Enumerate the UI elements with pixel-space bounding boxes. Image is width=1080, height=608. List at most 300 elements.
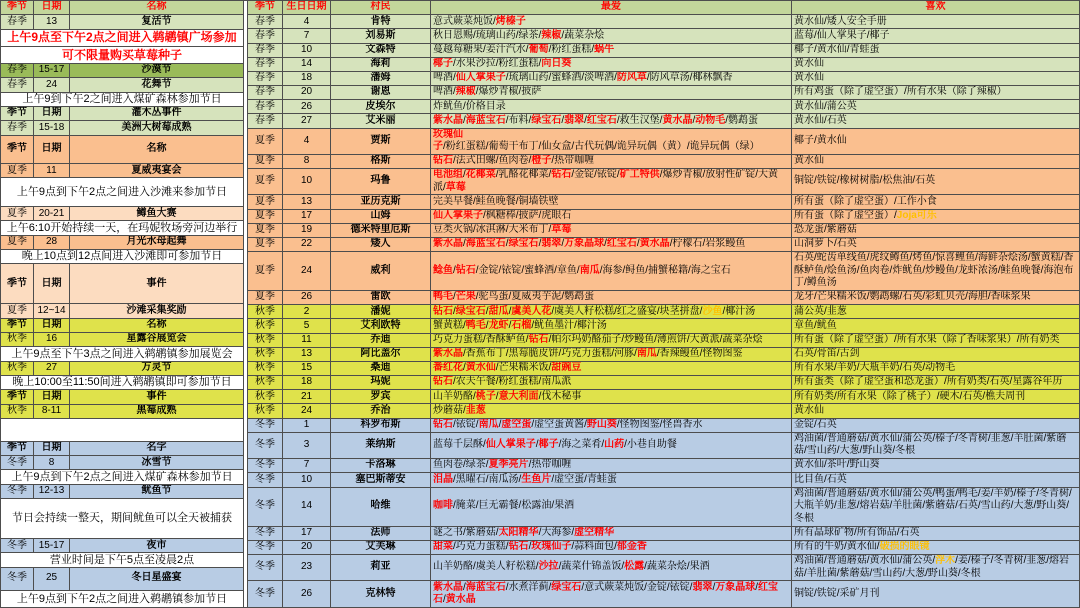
gift-item-text: / [604, 238, 607, 250]
gift-item-text: 钻石 [433, 155, 453, 167]
villager-birthday-cell: 26 [283, 581, 331, 608]
villager-birthday-cell: 10 [283, 169, 331, 195]
gift-item-text: 南瓜 [636, 348, 657, 360]
gift-item-text: /驼鸟蛋/夏威夷芋泥/鹦鹉蛋 [475, 291, 595, 303]
villager-likes-cell [792, 209, 1080, 223]
gift-item-text: 所有鸡蛋（除了虚空蛋）/所有水果（除了辣椒） [794, 86, 1007, 98]
festival-name-cell: 夏威夷宴会 [70, 164, 244, 178]
festival-row [1, 539, 244, 553]
gift-item-text: / [712, 581, 716, 593]
villager-header-cell-name: 村民 [331, 1, 431, 15]
gift-item-text: 黄水仙 [794, 404, 824, 416]
gift-item-text: 比目鱼/石英 [794, 473, 847, 485]
festival-header-row [1, 441, 244, 455]
festival-note-cell: 晚上10点到12点间进入沙滩即可参加节日 [1, 250, 244, 264]
villager-header-row [248, 1, 1080, 15]
gift-item-text: /柠檬石/岩浆鳗鱼 [669, 238, 746, 250]
festival-row [1, 15, 244, 29]
festival-row [1, 63, 244, 77]
gift-item-text: /大海参/ [538, 526, 575, 538]
gift-item-text: / [498, 418, 502, 430]
villager-likes-cell [792, 237, 1080, 251]
villager-row [248, 86, 1080, 100]
gift-item-text: 谜之书/紫蘑菇/ [433, 526, 499, 538]
festival-name-cell: 冬日星盛宴 [70, 567, 244, 590]
villager-row [248, 114, 1080, 128]
villager-birthday-cell: 10 [283, 473, 331, 487]
gift-item-text: / [535, 439, 539, 451]
villager-loves-cell [431, 333, 792, 347]
gift-item-text: 甜瓜 [488, 305, 509, 317]
villager-birthday-cell: 19 [283, 223, 331, 237]
villager-birthday-cell: 13 [283, 195, 331, 209]
festival-season-cell: 季节 [1, 318, 34, 332]
gift-item-text: / [453, 264, 456, 276]
villager-row [248, 487, 1080, 526]
gift-item-text: /救生汉堡/ [616, 114, 663, 126]
festival-row [1, 207, 244, 221]
gift-item-text: /农夫午餐/粉红蛋糕/南瓜派 [453, 376, 572, 388]
gift-item-text: 紫水晶 [433, 114, 463, 126]
gift-item-text: / [528, 541, 532, 552]
gift-item-text: /蔬菜杂烩 [561, 29, 605, 41]
villager-likes-cell [792, 223, 1080, 237]
gift-item-text: 仙人掌果子 [455, 72, 506, 84]
gift-item-text: /爆炒青椒/放射性矿锭/大黄派/ [433, 169, 779, 193]
villager-birthday-cell: 17 [283, 526, 331, 540]
festival-row [1, 304, 244, 318]
villager-name-cell: 桑迪 [331, 361, 431, 375]
gift-item-text: 玫瑰仙子 [433, 128, 463, 153]
gift-item-text: 所有的牛奶/黄水仙/ [794, 541, 880, 552]
villager-header-cell-likes: 喜欢 [792, 1, 1080, 15]
festival-name-cell: 沙漠节 [70, 63, 244, 77]
villager-row [248, 554, 1080, 580]
festival-note-cell: 节日会持续一整天，期间鱿鱼可以全天被捕获 [1, 499, 244, 539]
gift-item-text: 鸡油菌/普通蘑菇/黄水仙/蒲公英/榛子/冬青树/韭葱/羊肚菌/紫蘑菇/雪山药/大葱/野山葵/冬根 [794, 432, 1067, 457]
gift-item-text: 黄水晶 [639, 238, 670, 250]
villager-season-cell: 冬季 [248, 526, 283, 540]
villager-birthday-cell: 17 [283, 209, 331, 223]
festival-row [1, 361, 244, 375]
gift-item-text: 烤榛子 [495, 15, 526, 27]
gift-item-text: /巧克力蛋糕/ [453, 541, 509, 552]
gift-item-text: 仙人掌果子 [485, 439, 536, 451]
villager-birthday-cell: 18 [283, 71, 331, 85]
gift-item-text: 红宝石 [433, 581, 779, 606]
gift-item-text: /爆炒青椒/披萨 [475, 86, 542, 98]
festival-date-cell: 28 [34, 235, 70, 249]
gift-item-text: 甜菜 [433, 541, 453, 552]
villager-name-cell: 贾斯 [331, 128, 431, 154]
gift-item-text: 钻石 [528, 333, 549, 345]
festival-row [1, 484, 244, 498]
gift-item-text: 破损的眼镜 [879, 541, 930, 552]
gift-item-text: 龙牙/芒果糯米饭/鹦鹉螺/石英/彩虹贝壳/海胆/香味浆果 [794, 291, 1031, 303]
gift-item-text: 所有蛋类（除了虚空蛋和恐龙蛋）/所有奶类/石英/星露谷年历 [794, 376, 1063, 388]
villager-birthday-cell: 4 [283, 128, 331, 154]
villager-birthday-cell: 27 [283, 114, 331, 128]
gift-item-text: 炒蘑菇/ [433, 404, 466, 416]
festival-name-cell: 冰雪节 [70, 456, 244, 470]
villager-likes-cell [792, 195, 1080, 209]
gift-item-text: 黄水仙/矮人安全手册 [794, 15, 887, 27]
gift-item-text: 桃子 [475, 390, 496, 402]
festival-row [1, 121, 244, 135]
gift-item-text: Joja可乐 [896, 209, 937, 221]
villager-season-cell: 冬季 [248, 554, 283, 580]
gift-item-text: 完美早餐/鲑鱼晚餐/铜墙铁壁 [433, 195, 559, 207]
villager-header-cell-bday: 生日日期 [283, 1, 331, 15]
gift-item-text: 石英/骨笛/古剑 [794, 348, 860, 360]
festival-note-cell: 营业时间是下午5点至凌晨2点 [1, 553, 244, 567]
gift-item-text: 蔓越莓糖果/姜汁汽水/ [433, 43, 529, 55]
villager-birthday-cell: 10 [283, 43, 331, 57]
gift-item-text: 黄水仙/蒲公英 [794, 100, 857, 112]
villager-name-cell: 潘妮 [331, 305, 431, 319]
villager-likes-cell [792, 305, 1080, 319]
gift-item-text: 意大利面 [498, 390, 539, 402]
villager-likes-cell [792, 526, 1080, 540]
festival-date-cell: 20-21 [34, 207, 70, 221]
villager-loves-cell [431, 390, 792, 404]
villager-likes-cell [792, 554, 1080, 580]
festival-season-cell: 冬季 [1, 567, 34, 590]
villager-season-cell: 夏季 [248, 291, 283, 305]
villager-row [248, 404, 1080, 418]
villager-birthday-cell: 18 [283, 376, 331, 390]
gift-item-text: /鱿鱼墨汁/椰汁汤 [531, 319, 607, 331]
villager-loves-cell [431, 305, 792, 319]
villager-name-cell: 艾米丽 [331, 114, 431, 128]
festival-name-cell: 事件 [70, 264, 244, 304]
gift-item-text: / [508, 319, 512, 331]
villager-row [248, 195, 1080, 209]
festival-date-cell: 日期 [34, 441, 70, 455]
gift-item-text: /鹦鹉蛋 [725, 114, 759, 126]
gift-item-text: /金锭/铱锭/ [571, 169, 620, 181]
gift-item-text: 甜豌豆 [551, 362, 582, 374]
gift-item-text: 黄水仙 [794, 58, 824, 70]
gift-item-text: / [463, 581, 466, 593]
gift-item-text: / [508, 305, 512, 317]
villager-loves-cell [431, 57, 792, 71]
gift-item-text: /铱锭/ [453, 418, 479, 430]
villager-likes-cell [792, 540, 1080, 554]
gift-item-text: 所有奶类/所有水果（除了桃子）/硬木/石英/樵夫周刊 [794, 390, 1026, 402]
villager-row [248, 305, 1080, 319]
festival-name-cell: 黑莓成熟 [70, 404, 244, 418]
festival-note-cell: 上午9到下午2之间进入煤矿森林参加节日 [1, 92, 244, 106]
gift-item-text: 沙鱼 [702, 305, 723, 317]
villager-row [248, 71, 1080, 85]
gift-item-text: 巧克力蛋糕/香酥鲈鱼/ [433, 333, 529, 345]
villager-season-cell: 冬季 [248, 473, 283, 487]
gift-item-text: 钻石 [433, 305, 453, 317]
festival-season-cell: 季节 [1, 1, 34, 15]
villager-likes-cell [792, 15, 1080, 29]
festival-note-row [1, 221, 244, 235]
villager-season-cell: 夏季 [248, 128, 283, 154]
festival-note-row [1, 178, 244, 207]
gift-item-text: 红宝石 [586, 114, 617, 126]
gift-item-text: /姜/榛子/冬青树/韭葱/熔岩菇/羊肚菌/紫蘑菇/雪山药/大葱/野山葵/冬根 [794, 555, 1070, 579]
villager-loves-cell [431, 128, 792, 154]
villager-likes-cell [792, 169, 1080, 195]
villager-row [248, 347, 1080, 361]
villager-row [248, 473, 1080, 487]
gift-item-text: 郁金香 [616, 541, 647, 552]
gift-item-text: 矿工特供 [619, 169, 660, 181]
gift-item-text: 仙人掌果子 [433, 209, 483, 221]
festival-name-cell: 星露谷展览会 [70, 333, 244, 347]
villager-name-cell: 哈维 [331, 487, 431, 526]
festival-season-cell: 秋季 [1, 361, 34, 375]
gift-item-text: /海参/鲟鱼/捕蟹秘籍/海之宝石 [599, 264, 731, 276]
gift-item-text: 防风草 [616, 72, 647, 84]
festival-date-cell: 日期 [34, 135, 70, 164]
gift-item-text: 海蓝宝石 [465, 581, 506, 593]
villager-row [248, 128, 1080, 154]
villager-row [248, 29, 1080, 43]
festival-note-cell: 上午6:10开始持续一天，在玛妮牧场旁河边举行 [1, 221, 244, 235]
villager-season-cell: 夏季 [248, 154, 283, 168]
gift-item-text: /布料/ [505, 114, 532, 126]
festival-date-cell: 25 [34, 567, 70, 590]
gift-item-text: /蒜料面包/ [571, 541, 617, 552]
villager-likes-cell [792, 361, 1080, 375]
gift-item-text: 蒲公英/韭葱 [794, 305, 847, 317]
gift-item-text: 山药 [604, 439, 625, 451]
gift-item-text: / [453, 291, 456, 303]
gift-item-text: / [755, 581, 759, 593]
villager-likes-cell [792, 71, 1080, 85]
villager-birthday-cell: 3 [283, 432, 331, 458]
festival-header-row [1, 106, 244, 120]
gift-item-text: 南瓜 [579, 264, 600, 276]
festival-note-cell: 上午9点到下午2点之间进入鹈鹕镇参加节日 [1, 590, 244, 607]
villager-loves-cell [431, 554, 792, 580]
gift-item-text: / [692, 114, 696, 126]
empty-row [1, 418, 244, 441]
villager-season-cell: 秋季 [248, 333, 283, 347]
villager-likes-cell [792, 581, 1080, 608]
villager-birthday-cell: 20 [283, 540, 331, 554]
villager-season-cell: 秋季 [248, 305, 283, 319]
villager-row [248, 15, 1080, 29]
villager-name-cell: 文森特 [331, 43, 431, 57]
gift-item-text: 石榴 [511, 319, 532, 331]
gift-item-text: /热带咖喱 [551, 155, 595, 167]
villager-likes-cell [792, 404, 1080, 418]
gift-item-text: 钻石 [433, 376, 453, 388]
gift-item-text: /琉璃山药/蜜蜂酒/淡啤酒/ [505, 72, 617, 84]
gift-item-text: 山洞萝卜/石英 [794, 238, 857, 250]
villager-season-cell: 春季 [248, 43, 283, 57]
festival-table [0, 0, 244, 608]
villager-birthday-cell: 2 [283, 305, 331, 319]
festival-note-cell: 上午9点到下午2点之间进入煤矿森林参加节日 [1, 470, 244, 484]
gift-item-text: 紫水晶 [433, 348, 463, 360]
festival-note-row [1, 347, 244, 361]
villager-birthday-cell: 20 [283, 86, 331, 100]
gift-item-text: 松露 [624, 561, 645, 573]
festival-name-cell: 美洲大树莓成熟 [70, 121, 244, 135]
gift-item-text: / [485, 305, 489, 317]
villager-row [248, 209, 1080, 223]
gift-item-text: 绿宝石 [551, 581, 582, 593]
gift-item-text: 葡萄 [528, 43, 549, 55]
villager-loves-cell [431, 195, 792, 209]
villager-loves-cell [431, 347, 792, 361]
villager-name-cell: 玛妮 [331, 376, 431, 390]
villager-row [248, 581, 1080, 608]
festival-note-row [1, 250, 244, 264]
gift-item-text: / [463, 169, 466, 181]
festival-season-cell: 季节 [1, 106, 34, 120]
gift-item-text: 钻石 [433, 418, 453, 430]
gift-item-text: 啤酒/ [433, 86, 456, 98]
gift-item-text: 太阳精华 [498, 526, 539, 538]
villager-likes-cell [792, 319, 1080, 333]
gift-item-text: / [538, 238, 542, 250]
villager-birthday-cell: 7 [283, 459, 331, 473]
gift-item-text: /粉红蛋糕/葡萄干布丁/仙女盒/古代玩偶/诡异玩偶（黄）/诡异玩偶（绿） [443, 141, 760, 153]
festival-date-cell: 12-13 [34, 484, 70, 498]
festival-date-cell: 15-17 [34, 63, 70, 77]
gift-item-text: /芒果糯米饭/ [495, 362, 552, 374]
gift-item-text: 秋日恩赐/琉璃山药/绿茶/ [433, 29, 542, 41]
villager-season-cell: 秋季 [248, 404, 283, 418]
festival-season-cell: 春季 [1, 78, 34, 92]
villager-row [248, 43, 1080, 57]
villager-likes-cell [792, 459, 1080, 473]
gift-item-text: 椰子/黄水仙/青蛙蛋 [794, 43, 880, 55]
gift-item-text: 海蓝宝石 [465, 114, 506, 126]
gift-item-text: /虞美人籽松糕/红之盛宴/块茎拼盘/ [551, 305, 703, 317]
festival-note-cell: 上午9点到下午2点之间进入沙滩来参加节日 [1, 178, 244, 207]
villager-name-cell: 亚历克斯 [331, 195, 431, 209]
gift-item-text: 万象晶球 [564, 238, 605, 250]
villager-season-cell: 春季 [248, 15, 283, 29]
villager-row [248, 237, 1080, 251]
villager-name-cell: 刘易斯 [331, 29, 431, 43]
gift-item-text: 蜗牛 [594, 43, 615, 55]
gift-item-text: 所有水果/羊奶/大瓶羊奶/石英/动物毛 [794, 362, 956, 374]
gift-item-text: 生鱼片 [521, 473, 552, 485]
festival-season-cell: 季节 [1, 441, 34, 455]
gift-item-text: 浮木 [935, 555, 956, 567]
villager-loves-cell [431, 29, 792, 43]
festival-header-row [1, 1, 244, 15]
villager-birthday-cell: 24 [283, 252, 331, 291]
villager-likes-cell [792, 43, 1080, 57]
gift-item-text: 蓝莓千层酥/ [433, 439, 486, 451]
festival-note-cell: 上午9点至下午3点之间进入鹈鹕镇参加展览会 [1, 347, 244, 361]
gift-item-text: 钻石 [455, 264, 476, 276]
festival-date-cell: 24 [34, 78, 70, 92]
villager-loves-cell [431, 361, 792, 375]
villager-birthday-cell: 26 [283, 291, 331, 305]
gift-item-text: 万象晶球 [715, 581, 756, 593]
gift-item-text: /乳酪花椰菜/ [495, 169, 552, 181]
villager-row [248, 319, 1080, 333]
villager-row [248, 526, 1080, 540]
festival-season-cell: 冬季 [1, 484, 34, 498]
gift-item-text: 草莓 [445, 181, 466, 193]
villager-birthday-cell: 4 [283, 15, 331, 29]
villager-likes-cell [792, 57, 1080, 71]
villager-name-cell: 莉亚 [331, 554, 431, 580]
villager-row [248, 154, 1080, 168]
gift-item-text: 南瓜 [478, 418, 499, 430]
festival-season-cell: 春季 [1, 121, 34, 135]
villager-row [248, 459, 1080, 473]
festival-note-row [1, 499, 244, 539]
festival-date-cell: 12~14 [34, 304, 70, 318]
villager-loves-cell [431, 86, 792, 100]
villager-loves-cell [431, 291, 792, 305]
gift-item-text: 番红花 [433, 362, 463, 374]
festival-season-cell: 夏季 [1, 304, 34, 318]
villager-name-cell: 格斯 [331, 154, 431, 168]
villager-header-cell-loves: 最爱 [431, 1, 792, 15]
festival-name-cell: 名称 [70, 318, 244, 332]
gift-item-text: / [453, 305, 456, 317]
villager-likes-cell [792, 418, 1080, 432]
gift-item-text: /防风草汤/椰林飘香 [646, 72, 733, 84]
gift-item-text: 紫水晶 [433, 238, 463, 250]
gift-item-text: /小巷自助餐 [624, 439, 677, 451]
gift-item-text: 夏季亮片 [488, 459, 529, 471]
villager-name-cell: 乔迪 [331, 333, 431, 347]
gift-item-text: 花椰菜 [465, 169, 496, 181]
gift-item-text: 咖啡 [433, 500, 453, 512]
villager-loves-cell [431, 237, 792, 251]
villager-name-cell: 谢恩 [331, 86, 431, 100]
festival-season-cell: 冬季 [1, 456, 34, 470]
villager-birthday-cell: 23 [283, 554, 331, 580]
villager-birthday-cell: 14 [283, 57, 331, 71]
villager-loves-cell [431, 459, 792, 473]
gift-item-text: 翡翠 [564, 114, 585, 126]
villager-birthday-cell: 15 [283, 361, 331, 375]
villager-name-cell: 阿比盖尔 [331, 347, 431, 361]
festival-date-cell: 日期 [34, 390, 70, 404]
festival-name-cell: 万灵节 [70, 361, 244, 375]
gift-item-text: /椰汁汤 [722, 305, 756, 317]
villager-season-cell: 夏季 [248, 195, 283, 209]
gift-item-text: 龙虾 [488, 319, 509, 331]
villager-header-cell-season: 季节 [248, 1, 283, 15]
festival-note-row [1, 92, 244, 106]
gift-item-text: 蓝莓/仙人掌果子/椰子 [794, 29, 890, 41]
villager-season-cell: 春季 [248, 29, 283, 43]
festival-name-cell: 花舞节 [70, 78, 244, 92]
festival-name-cell: 事件 [70, 390, 244, 404]
villager-birthday-cell: 5 [283, 319, 331, 333]
gift-item-text: 钻石 [508, 541, 529, 552]
villager-loves-cell [431, 209, 792, 223]
festival-date-cell: 8 [34, 456, 70, 470]
gift-item-text: 玫瑰仙子 [531, 541, 572, 552]
festival-season-cell: 夏季 [1, 235, 34, 249]
villager-birthday-cell: 21 [283, 390, 331, 404]
gift-item-text: /虚空蛋黄酱/ [531, 418, 587, 430]
villager-likes-cell [792, 252, 1080, 291]
villager-row [248, 432, 1080, 458]
villager-likes-cell [792, 29, 1080, 43]
